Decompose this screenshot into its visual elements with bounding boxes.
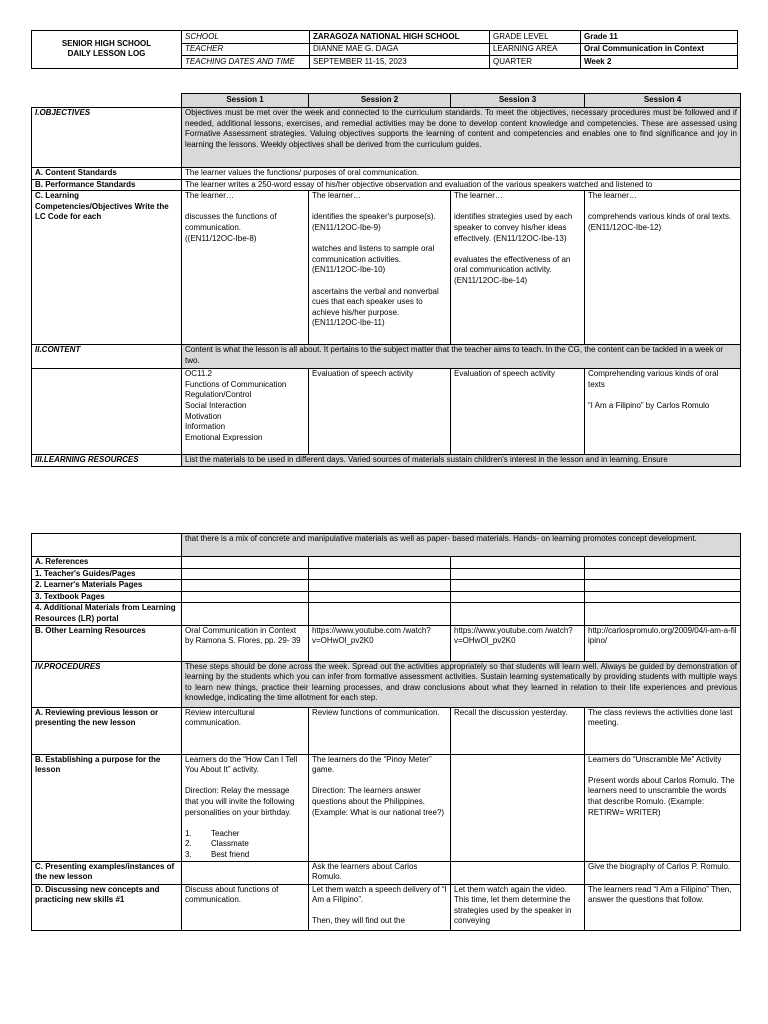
purpose-s1-line: Learners do the “How Can I Tell You About It” activity.: [185, 754, 298, 775]
presenting-label: C. Presenting examples/instances of the new lesson: [32, 861, 182, 884]
content-s1-line: Information: [185, 422, 226, 432]
objectives-text: Objectives must be met over the week and connected to the curriculum standards. To meet the objectives, necessary procedures must be followed and if needed, additional lessons, exercises, and remedial activities may be done to develop content knowledge and competencies. These are assessed using Formative Assessment strategies. Valuing objectives supports the learning of content and competencies and enables one to find significance and joy in learning the lessons. Weekly objectives shall be derived from the curriculum guides.: [182, 108, 741, 168]
purpose-session-1: [182, 754, 309, 861]
content-s1-line: OC11.2: [185, 369, 212, 379]
purpose-s2-line: Direction: The learners answer questions about the Philippines. (Example: What is our national tree?): [312, 786, 445, 817]
presenting-session-2: Ask the learners about Carlos Romulo.: [309, 861, 451, 884]
learners-materials-label: 2. Learner's Materials Pages: [32, 580, 182, 592]
lc-s1-line: discusses the functions of communication.: [185, 212, 277, 232]
reviewing-session-1: Review intercultural communication.: [182, 707, 309, 754]
discussing-session-2: [309, 884, 451, 930]
reviewing-session-4: The class reviews the activities done last meeting.: [585, 707, 741, 754]
reviewing-label: A. Reviewing previous lesson or presenting the new lesson: [32, 707, 182, 754]
content-standards-text: The learner values the functions/ purposes of oral communication.: [182, 168, 741, 180]
content-text: Content is what the lesson is all about. It pertains to the subject matter that the teacher aims to teach. In the CG, the content can be tackled in a week or two.: [182, 345, 741, 369]
discussing-s2-line: Let them watch a speech delivery of “I Am a Filipino”.: [312, 884, 447, 905]
purpose-label: B. Establishing a purpose for the lesson: [32, 754, 182, 861]
purpose-session-3: [451, 754, 585, 861]
list-item: 1. Teacher: [185, 828, 240, 838]
area-value: Oral Communication in Context: [581, 43, 738, 56]
other-resources-session-1: Oral Communication in Context by Ramona S. Flores, pp. 29- 39: [182, 625, 309, 661]
dates-value: SEPTEMBER 11-15, 2023: [310, 56, 490, 69]
lc-s2-line: ascertains the verbal and nonverbal cues that each speaker uses to achieve his/her purpose. (EN11/12OC-Ibe-11): [312, 286, 439, 328]
lc-s1-line: ((EN11/12OC-Ibe-8): [185, 233, 257, 243]
title-line2: DAILY LESSON LOG: [67, 49, 146, 59]
content-session-2: Evaluation of speech activity: [309, 369, 451, 455]
presenting-session-4: Give the biography of Carlos P. Romulo.: [585, 861, 741, 884]
other-resources-label: B. Other Learning Resources: [32, 625, 182, 661]
procedures-label: IV.PROCEDURES: [32, 661, 182, 707]
purpose-s4-line: Learners do “Unscramble Me” Activity: [588, 754, 722, 764]
competencies-session-3: [451, 191, 585, 345]
dates-label: TEACHING DATES AND TIME: [182, 56, 310, 69]
session-header-4: Session 4: [585, 94, 741, 108]
competencies-session-4: [585, 191, 741, 345]
discussing-session-3: Let them watch again the video. This time, let them determine the strategies used by the speaker in conveying: [451, 884, 585, 930]
quarter-value: Week 2: [581, 56, 738, 69]
lc-s3-line: The learner…: [454, 191, 503, 201]
other-resources-session-4[interactable]: http://carlospromulo.org/2009/04/i-am-a-filipino/: [585, 625, 741, 661]
discussing-session-1: Discuss about functions of communication.: [182, 884, 309, 930]
content-standards-label: A. Content Standards: [32, 168, 182, 180]
lr-portal-label: 4. Additional Materials from Learning Resources (LR) portal: [32, 603, 182, 625]
purpose-session-2: [309, 754, 451, 861]
objectives-label: I.OBJECTIVES: [32, 108, 182, 168]
grade-value: Grade 11: [581, 31, 738, 44]
content-s4-line: Comprehending various kinds of oral texts: [588, 369, 719, 389]
procedures-text: These steps should be done across the week. Spread out the activities appropriately so that students will learn well. Always be guided by demonstration of learning by the students which you can infer from formative assessment activities. Sustain learning systematically by providing students with multiple ways to learn new things, practice their learning processes, and draw conclusions about what they learned in relation to their life experiences and previous knowledge, indicating the time allotment for each step.: [182, 661, 741, 707]
teachers-guide-label: 1. Teacher's Guides/Pages: [32, 568, 182, 580]
lc-s4-line: comprehends various kinds of oral texts. (EN11/12OC-Ibe-12): [588, 212, 732, 232]
resources-continued: that there is a mix of concrete and manipulative materials as well as paper- based materials. Hands- on learning promotes concept development.: [182, 534, 741, 557]
purpose-s2-line: The learners do the “Pinoy Meter” game.: [312, 754, 432, 775]
content-label: II.CONTENT: [32, 345, 182, 369]
area-label: LEARNING AREA: [490, 43, 581, 56]
purpose-session-4: [585, 754, 741, 861]
teacher-value: DIANNE MAE G. DAGA: [310, 43, 490, 56]
discussing-s2-line: Then, they will find out the: [312, 916, 405, 926]
content-s1-line: Motivation: [185, 411, 222, 421]
list-item: 3. Best friend: [185, 849, 250, 859]
competencies-session-1: [182, 191, 309, 345]
reviewing-session-3: Recall the discussion yesterday.: [451, 707, 585, 754]
resources-label: III.LEARNING RESOURCES: [32, 455, 182, 467]
lc-s2-line: watches and listens to sample oral communication activities. (EN11/12OC-Ibe-10): [312, 244, 435, 275]
content-blank: [32, 369, 182, 455]
content-s1-line: Emotional Expression: [185, 432, 263, 442]
other-resources-session-3[interactable]: https://www.youtube.com /watch?v=OHwOl_pv2K0: [451, 625, 585, 661]
content-s4-line: “I Am a Filipino” by Carlos Romulo: [588, 400, 710, 410]
grade-label: GRADE LEVEL: [490, 31, 581, 44]
lesson-table-1: [31, 93, 741, 467]
lc-s2-line: The learner…: [312, 191, 361, 201]
performance-standards-text: The learner writes a 250-word essay of his/her objective observation and evaluation of the various speakers watched and listened to: [182, 179, 741, 191]
competencies-session-2: [309, 191, 451, 345]
purpose-s1-line: Direction: Relay the message that you will invite the following personalities on your birthday.: [185, 786, 295, 817]
resources-text: List the materials to be used in different days. Varied sources of materials sustain children's interest in the lesson and in learning. Ensure: [182, 455, 741, 467]
lesson-table-2: [31, 533, 741, 931]
lc-s3-line: identifies strategies used by each speaker to convey his/her ideas effectively. (EN11/12OC-Ibe-13): [454, 212, 573, 243]
header-table: [31, 30, 738, 69]
lc-s2-line: identifies the speaker's purpose(s). (EN11/12OC-Ibe-9): [312, 212, 436, 232]
textbook-pages-label: 3. Textbook Pages: [32, 591, 182, 603]
other-resources-session-2[interactable]: https://www.youtube.com /watch?v=OHwOl_pv2K0: [309, 625, 451, 661]
content-session-1: [182, 369, 309, 455]
school-value: ZARAGOZA NATIONAL HIGH SCHOOL: [310, 31, 490, 44]
session-header-1: Session 1: [182, 94, 309, 108]
content-session-3: Evaluation of speech activity: [451, 369, 585, 455]
performance-standards-label: B. Performance Standards: [32, 179, 182, 191]
resources-cont-blank: [32, 534, 182, 557]
purpose-s4-line: Present words about Carlos Romulo. The learners need to unscramble the words that describe Romulo. (Example: RETIRW= WRITER): [588, 775, 735, 817]
content-s1-line: Social Interaction: [185, 400, 247, 410]
page-title: [32, 31, 182, 69]
content-s1-line: Regulation/Control: [185, 390, 252, 400]
session-header-3: Session 3: [451, 94, 585, 108]
competencies-label: C. Learning Competencies/Objectives Write the LC Code for each: [32, 191, 182, 345]
corner-cell: [32, 94, 182, 108]
lc-s3-line: evaluates the effectiveness of an oral communication activity. (EN11/12OC-Ibe-14): [454, 254, 571, 285]
lc-s1-line: The learner…: [185, 191, 234, 201]
reviewing-session-2: Review functions of communication.: [309, 707, 451, 754]
lc-s4-line: The learner…: [588, 191, 637, 201]
session-header-2: Session 2: [309, 94, 451, 108]
discussing-label: D. Discussing new concepts and practicing new skills #1: [32, 884, 182, 930]
list-item: 2. Classmate: [185, 839, 249, 849]
school-label: SCHOOL: [182, 31, 310, 44]
discussing-session-4: The learners read “I Am a Filipino” Then, answer the questions that follow.: [585, 884, 741, 930]
title-line1: SENIOR HIGH SCHOOL: [61, 39, 152, 49]
content-s1-line: Functions of Communication: [185, 379, 287, 389]
quarter-label: QUARTER: [490, 56, 581, 69]
references-label: A. References: [32, 557, 182, 569]
teacher-label: TEACHER: [182, 43, 310, 56]
content-session-4: [585, 369, 741, 455]
